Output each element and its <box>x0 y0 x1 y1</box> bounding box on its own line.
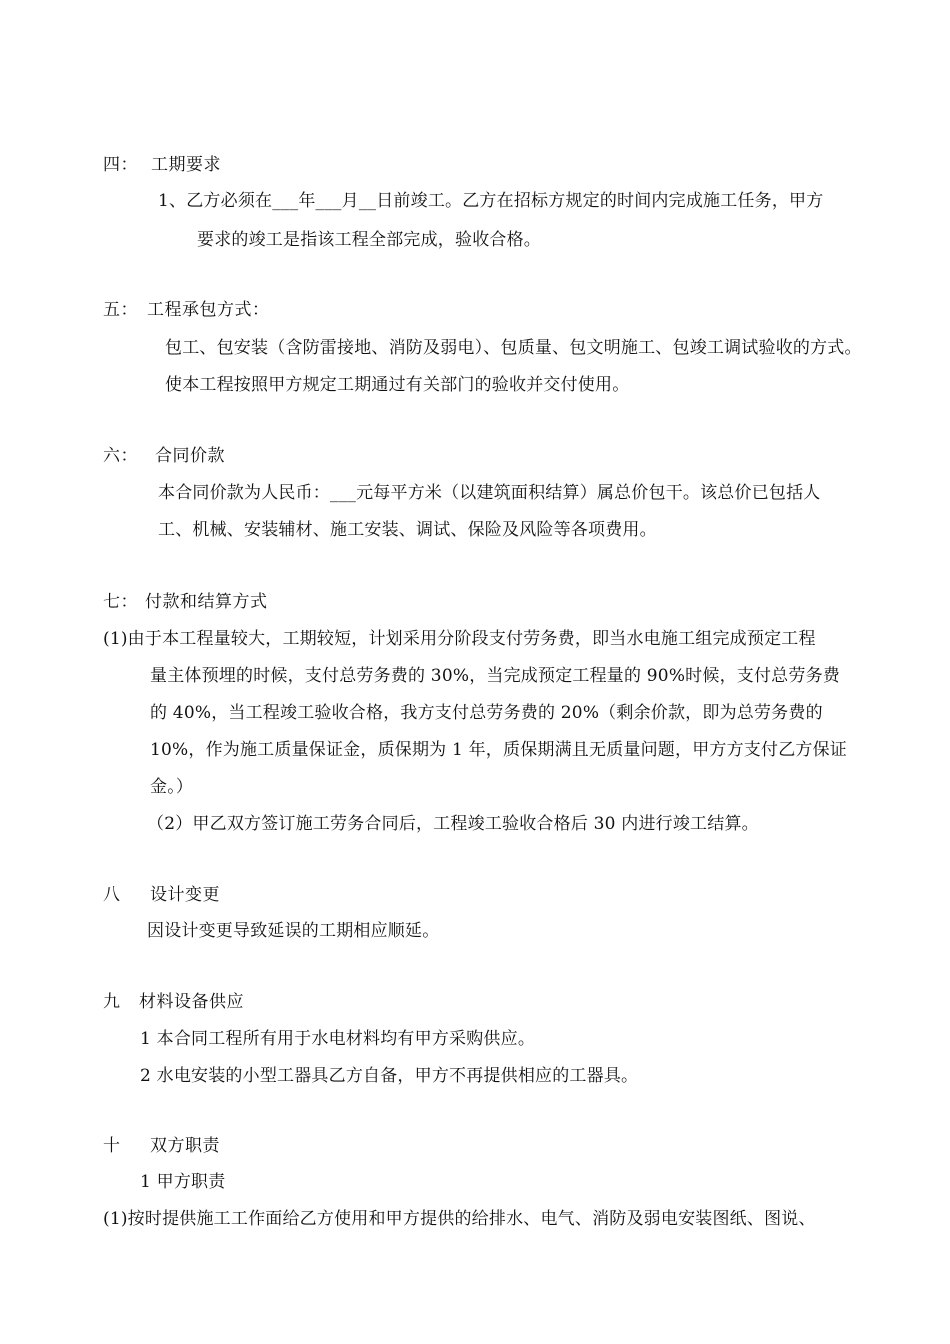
paragraph-line: (1)按时提供施工工作面给乙方使用和甲方提供的给排水、电气、消防及弱电安装图纸、图说、 <box>103 1209 816 1229</box>
section-title: 付款和结算方式 <box>145 592 268 612</box>
paragraph-line: （2）甲乙双方签订施工劳务合同后，工程竣工验收合格后 30 内进行竣工结算。 <box>147 814 759 834</box>
paragraph-line: 工、机械、安装辅材、施工安装、调试、保险及风险等各项费用。 <box>158 520 657 540</box>
paragraph-line: 1、乙方必须在___年___月__日前竣工。乙方在招标方规定的时间内完成施工任务，甲方 <box>158 191 824 211</box>
section-number: 九 <box>103 992 121 1012</box>
section-number: 十 <box>103 1136 121 1156</box>
section-title: 合同价款 <box>155 446 225 466</box>
section-number: 四： <box>103 155 138 175</box>
section-title: 设计变更 <box>150 885 220 905</box>
paragraph-line: (1)由于本工程量较大，工期较短，计划采用分阶段支付劳务费，即当水电施工组完成预定工程 <box>103 629 816 649</box>
section-number: 六： <box>103 446 138 466</box>
section-number: 七： <box>103 592 138 612</box>
paragraph-line: 金。） <box>150 777 194 797</box>
paragraph-line: 1 甲方职责 <box>140 1172 226 1192</box>
paragraph-line: 2 水电安装的小型工器具乙方自备，甲方不再提供相应的工器具。 <box>140 1066 639 1086</box>
paragraph-line: 要求的竣工是指该工程全部完成，验收合格。 <box>197 230 541 250</box>
paragraph-line: 10%，作为施工质量保证金，质保期为 1 年，质保期满且无质量问题，甲方方支付乙方保证 <box>150 740 848 760</box>
paragraph-line: 1 本合同工程所有用于水电材料均有甲方采购供应。 <box>140 1029 536 1049</box>
section-title: 双方职责 <box>150 1136 220 1156</box>
paragraph-line: 使本工程按照甲方规定工期通过有关部门的验收并交付使用。 <box>165 375 630 395</box>
section-title: 材料设备供应 <box>139 992 244 1012</box>
paragraph-line: 量主体预埋的时候，支付总劳务费的 30%，当完成预定工程量的 90%时候，支付总劳务费 <box>150 666 840 686</box>
paragraph-line: 包工、包安装（含防雷接地、消防及弱电）、包质量、包文明施工、包竣工调试验收的方式。 <box>165 338 862 358</box>
paragraph-line: 的 40%，当工程竣工验收合格，我方支付总劳务费的 20%（剩余价款，即为总劳务费的 <box>150 703 823 723</box>
section-number: 五： <box>103 300 138 320</box>
section-title: 工程承包方式： <box>147 300 270 320</box>
paragraph-line: 本合同价款为人民币：___元每平方米（以建筑面积结算）属总价包干。该总价已包括人 <box>158 483 821 503</box>
paragraph-line: 因设计变更导致延误的工期相应顺延。 <box>147 921 440 941</box>
section-number: 八 <box>103 885 121 905</box>
section-title: 工期要求 <box>151 155 221 175</box>
